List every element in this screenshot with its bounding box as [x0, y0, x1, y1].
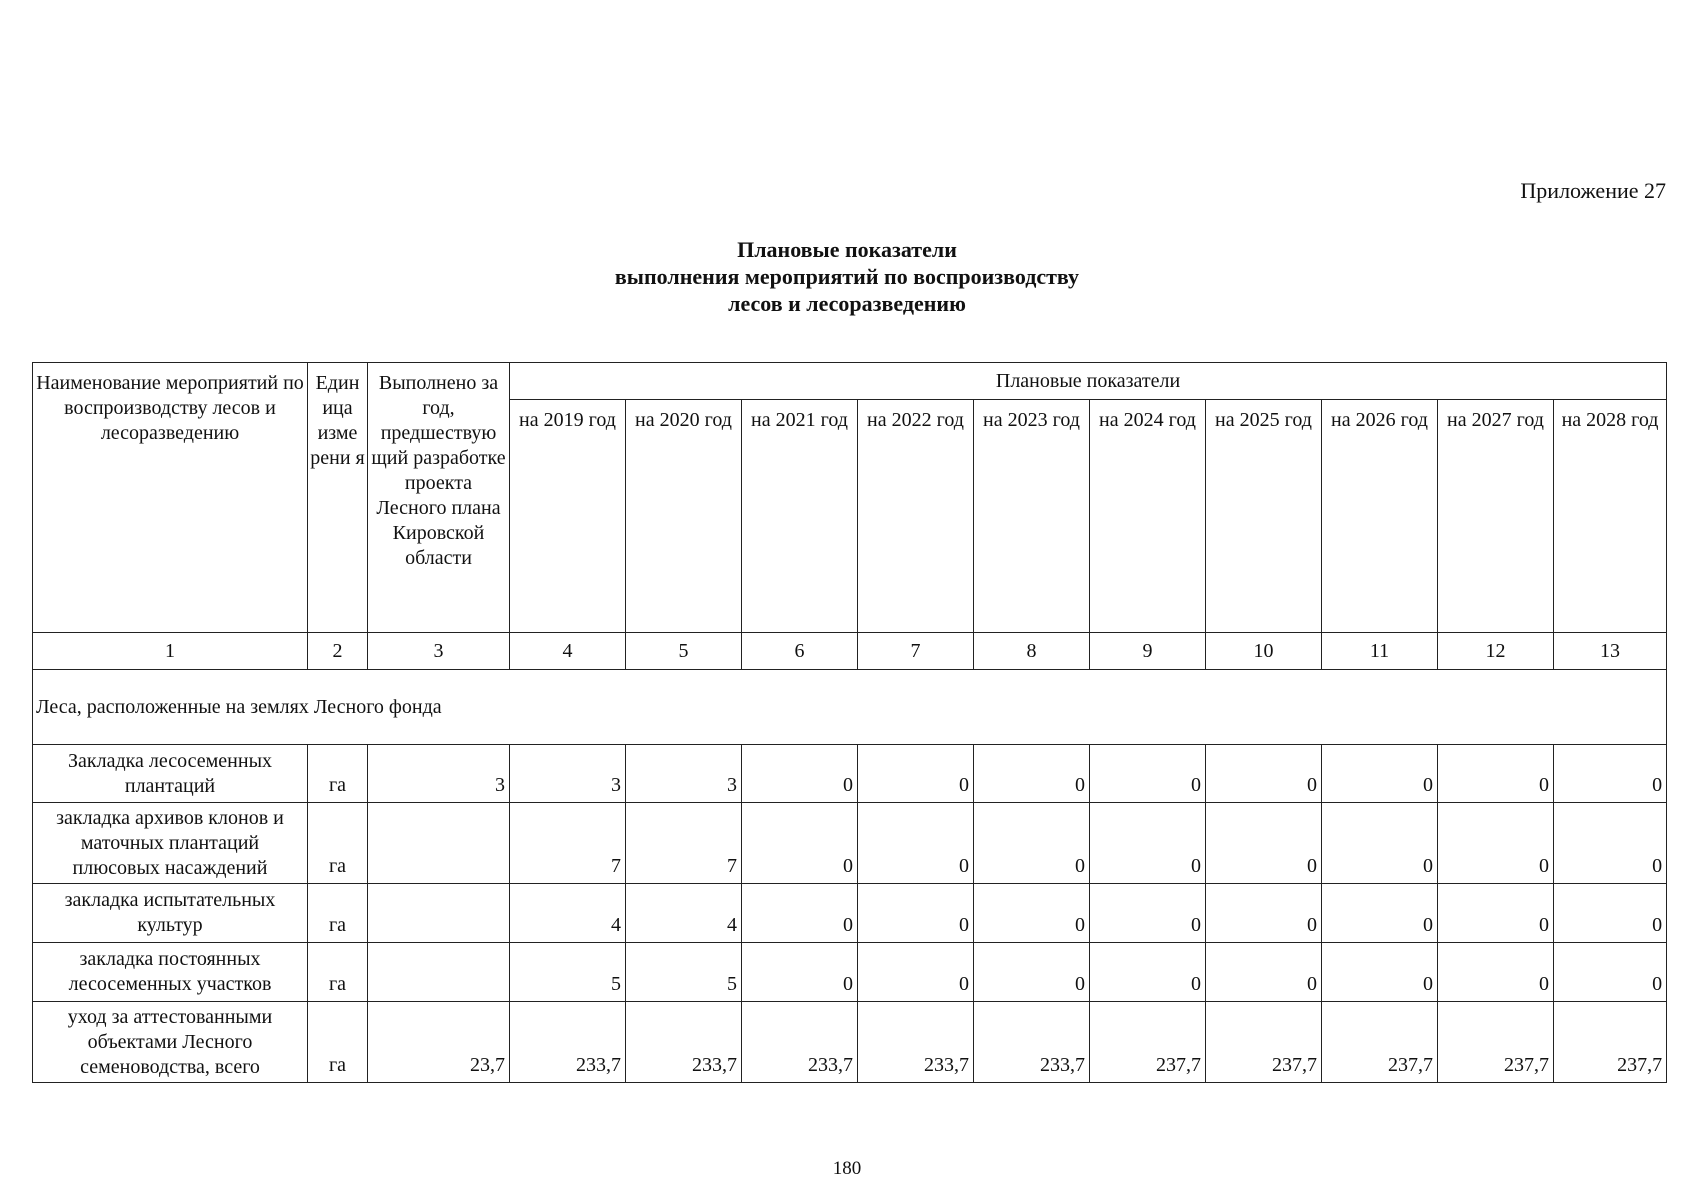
table-row	[33, 884, 1667, 943]
planned-indicators-table	[32, 362, 1667, 1083]
planned-value: 0	[1206, 803, 1322, 884]
header-year: на 2025 год	[1206, 400, 1322, 633]
planned-value: 237,7	[1554, 1002, 1667, 1083]
column-number: 5	[626, 633, 742, 670]
completed-value: 3	[368, 745, 510, 803]
completed-value	[368, 943, 510, 1002]
column-number: 13	[1554, 633, 1667, 670]
planned-value: 237,7	[1206, 1002, 1322, 1083]
planned-value: 0	[1554, 803, 1667, 884]
column-number: 12	[1438, 633, 1554, 670]
planned-value: 233,7	[510, 1002, 626, 1083]
title-line-2: выполнения мероприятий по воспроизводству	[614, 264, 1080, 289]
planned-value: 233,7	[858, 1002, 974, 1083]
section-row	[33, 670, 1667, 745]
header-unit: Един ица изме рени я	[308, 363, 368, 633]
header-year: на 2028 год	[1554, 400, 1667, 633]
planned-value: 0	[1554, 943, 1667, 1002]
header-activity-name: Наименование мероприятий по воспроизводству лесов и лесоразведению	[33, 363, 308, 633]
column-number: 10	[1206, 633, 1322, 670]
activity-name: закладка испытательных культур	[33, 884, 308, 943]
activity-name: Закладка лесосеменных плантаций	[33, 745, 308, 803]
header-planned-indicators: Плановые показатели	[510, 363, 1667, 400]
planned-value: 0	[1322, 884, 1438, 943]
table-row	[33, 745, 1667, 803]
column-number: 4	[510, 633, 626, 670]
planned-value: 237,7	[1090, 1002, 1206, 1083]
planned-value: 0	[974, 884, 1090, 943]
header-year: на 2027 год	[1438, 400, 1554, 633]
planned-value: 233,7	[742, 1002, 858, 1083]
planned-value: 0	[1090, 943, 1206, 1002]
table-row	[33, 1002, 1667, 1083]
planned-value: 0	[1090, 745, 1206, 803]
planned-value: 0	[1322, 943, 1438, 1002]
planned-value: 0	[858, 884, 974, 943]
planned-value: 0	[858, 745, 974, 803]
table-row	[33, 803, 1667, 884]
page-number: 180	[832, 1158, 862, 1179]
unit-cell: га	[308, 745, 368, 803]
column-number: 6	[742, 633, 858, 670]
unit-cell: га	[308, 1002, 368, 1083]
header-year: на 2020 год	[626, 400, 742, 633]
column-number: 8	[974, 633, 1090, 670]
planned-value: 3	[626, 745, 742, 803]
planned-value: 0	[1554, 745, 1667, 803]
planned-value: 0	[1090, 803, 1206, 884]
planned-value: 0	[742, 943, 858, 1002]
planned-value: 5	[510, 943, 626, 1002]
completed-value: 23,7	[368, 1002, 510, 1083]
planned-value: 0	[742, 884, 858, 943]
planned-value: 7	[510, 803, 626, 884]
header-year: на 2022 год	[858, 400, 974, 633]
planned-value: 0	[1438, 745, 1554, 803]
planned-value: 0	[1322, 803, 1438, 884]
column-number: 3	[368, 633, 510, 670]
planned-value: 0	[1438, 943, 1554, 1002]
document-title	[0, 236, 1694, 317]
column-number: 1	[33, 633, 308, 670]
planned-value: 0	[974, 943, 1090, 1002]
header-completed-previous-year: Выполнено за год, предшествую щий разработке проекта Лесного плана Кировской области	[368, 363, 510, 633]
planned-value: 0	[1438, 803, 1554, 884]
planned-value: 0	[1206, 884, 1322, 943]
planned-value: 237,7	[1322, 1002, 1438, 1083]
planned-value: 233,7	[974, 1002, 1090, 1083]
unit-cell: га	[308, 803, 368, 884]
planned-value: 5	[626, 943, 742, 1002]
completed-value	[368, 803, 510, 884]
planned-value: 0	[974, 745, 1090, 803]
header-year: на 2024 год	[1090, 400, 1206, 633]
section-label: Леса, расположенные на землях Лесного фонда	[33, 670, 1667, 745]
header-year: на 2023 год	[974, 400, 1090, 633]
planned-value: 0	[858, 943, 974, 1002]
planned-value: 0	[1322, 745, 1438, 803]
planned-value: 0	[1206, 745, 1322, 803]
planned-value: 0	[858, 803, 974, 884]
planned-value: 233,7	[626, 1002, 742, 1083]
title-line-1: Плановые показатели	[737, 237, 957, 262]
header-year: на 2026 год	[1322, 400, 1438, 633]
unit-cell: га	[308, 943, 368, 1002]
header-year: на 2019 год	[510, 400, 626, 633]
activity-name: уход за аттестованными объектами Лесного семеноводства, всего	[33, 1002, 308, 1083]
header-row-1	[33, 363, 1667, 400]
table-row	[33, 943, 1667, 1002]
column-number: 9	[1090, 633, 1206, 670]
appendix-label: Приложение 27	[1520, 178, 1666, 203]
planned-value: 4	[626, 884, 742, 943]
planned-value: 0	[1090, 884, 1206, 943]
planned-value: 7	[626, 803, 742, 884]
unit-cell: га	[308, 884, 368, 943]
planned-value: 4	[510, 884, 626, 943]
title-line-3: лесов и лесоразведению	[728, 291, 966, 316]
planned-value: 0	[742, 803, 858, 884]
planned-value: 0	[1206, 943, 1322, 1002]
column-number: 11	[1322, 633, 1438, 670]
activity-name: закладка архивов клонов и маточных плантаций плюсовых насаждений	[33, 803, 308, 884]
planned-value: 237,7	[1438, 1002, 1554, 1083]
planned-value: 0	[974, 803, 1090, 884]
header-year: на 2021 год	[742, 400, 858, 633]
completed-value	[368, 884, 510, 943]
activity-name: закладка постоянных лесосеменных участков	[33, 943, 308, 1002]
planned-value: 0	[1438, 884, 1554, 943]
planned-value: 3	[510, 745, 626, 803]
column-number: 7	[858, 633, 974, 670]
column-number: 2	[308, 633, 368, 670]
column-number-row	[33, 633, 1667, 670]
planned-value: 0	[742, 745, 858, 803]
planned-value: 0	[1554, 884, 1667, 943]
